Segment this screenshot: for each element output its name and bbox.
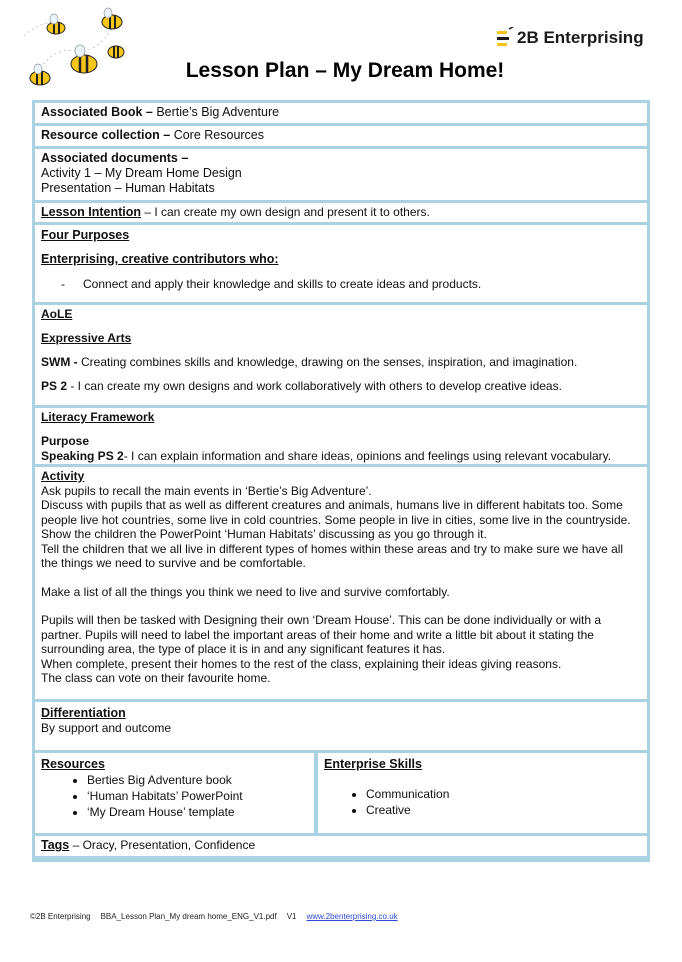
associated-book-row (35, 103, 647, 123)
associated-book-value: Bertie’s Big Adventure (152, 105, 280, 119)
document-item: Activity 1 – My Dream Home Design (41, 166, 242, 180)
footer-website-link[interactable]: www.2benterprising.co.uk (306, 912, 398, 921)
lesson-intention-value: – I can create my own design and present it to others. (141, 205, 430, 219)
enterprise-skills-list (324, 786, 641, 818)
footer-copyright: ©2B Enterprising (30, 912, 91, 921)
bee-icon (102, 8, 122, 29)
literacy-framework-heading: Literacy Framework (41, 410, 155, 424)
four-purposes-subheading: Enterprising, creative contributors who: (41, 252, 279, 266)
resources-list (41, 772, 308, 820)
associated-documents-label: Associated documents – (41, 151, 189, 165)
activity-paragraph: Discuss with pupils that as well as different creatures and animals, humans live in different habitats too. Some people live hot countries, some live in cold countries. Some people in live in cities, some live in the countryside. Show the children the PowerPoint ‘Human Habitats’ discussing as you go through it. (41, 498, 631, 541)
lesson-plan-table (32, 100, 650, 862)
differentiation-text: By support and outcome (41, 721, 172, 735)
swm-text: Creating combines skills and knowledge, drawing on the senses, inspiration, and imagination. (77, 355, 578, 369)
bee-icon (47, 14, 65, 34)
bees-decoration-icon (14, 6, 144, 98)
resource-collection-label: Resource collection – (41, 128, 171, 142)
activity-paragraph: Ask pupils to recall the main events in ‘Bertie’s Big Adventure’. (41, 483, 372, 498)
tags-text: – Oracy, Presentation, Confidence (69, 838, 256, 852)
activity-heading: Activity (41, 469, 85, 483)
activity-paragraph: Make a list of all the things you think we need to live and survive comfortably. (41, 584, 450, 599)
lesson-intention-label: Lesson Intention (41, 205, 141, 219)
list-item: • Creative (366, 802, 641, 818)
associated-book-label: Associated Book – (41, 105, 153, 119)
list-item: • ‘Human Habitats’ PowerPoint (87, 788, 308, 804)
ps-label: PS 2 (41, 379, 68, 393)
activity-paragraph: Pupils will then be tasked with Designing their own ‘Dream House’. This can be done individually or with a partner. Pupils will need to label the important areas of their home and write a little bit about it stating the surrounding area, the type of place it is in and any significant features it has. (41, 613, 602, 656)
activity-paragraph: Tell the children that we all live in different types of homes within these areas and try to make sure we have all the things we need to survive and be comfortable. (41, 541, 624, 570)
swm-label: SWM - (41, 355, 78, 369)
literacy-purpose-label: Purpose (41, 434, 90, 448)
aole-area: Expressive Arts (41, 331, 132, 345)
list-item: • Communication (366, 786, 641, 802)
four-purposes-row (35, 225, 647, 302)
resource-collection-value: Core Resources (170, 128, 265, 142)
list-item: • Berties Big Adventure book (87, 772, 308, 788)
brand-logo (497, 27, 644, 49)
resources-cell (35, 753, 314, 833)
differentiation-row (35, 702, 647, 750)
resources-heading: Resources (41, 757, 105, 771)
activity-paragraph: When complete, present their homes to the rest of the class, explaining their ideas giving reasons. (41, 656, 562, 671)
enterprise-skills-heading: Enterprise Skills (324, 757, 422, 771)
activity-paragraph: The class can vote on their favourite home. (41, 671, 271, 685)
literacy-framework-row (35, 408, 647, 464)
associated-documents-row (35, 149, 647, 200)
four-purposes-heading: Four Purposes (41, 228, 130, 242)
document-item: Presentation – Human Habitats (41, 181, 215, 195)
list-item: • ‘My Dream House’ template (87, 804, 308, 820)
resource-collection-row (35, 126, 647, 146)
aole-heading: AoLE (41, 307, 73, 321)
page-title: Lesson Plan – My Dream Home! (185, 59, 505, 82)
list-item: - Connect and apply their knowledge and skills to create ideas and products. (61, 276, 641, 292)
logo-text: 2B Enterprising (517, 28, 644, 47)
bee-icon (108, 46, 124, 58)
aole-row (35, 305, 647, 405)
logo-bee-icon (497, 27, 515, 49)
page-footer (30, 912, 398, 921)
ps-text: - I can create my own designs and work collaboratively with others to develop creative ideas. (67, 379, 562, 393)
footer-version: V1 (286, 912, 297, 921)
lesson-intention-row (35, 203, 647, 222)
differentiation-heading: Differentiation (41, 706, 126, 720)
tags-label: Tags (41, 838, 70, 852)
tags-row (35, 836, 647, 856)
speaking-text: - I can explain information and share ideas, opinions and feelings using relevant vocabulary. (123, 449, 612, 463)
enterprise-skills-cell (318, 753, 647, 833)
speaking-label: Speaking PS 2 (41, 449, 124, 463)
four-purposes-list (41, 276, 641, 292)
activity-row (35, 467, 647, 699)
footer-filename: BBA_Lesson Plan_My dream home_ENG_V1.pdf (100, 912, 277, 921)
